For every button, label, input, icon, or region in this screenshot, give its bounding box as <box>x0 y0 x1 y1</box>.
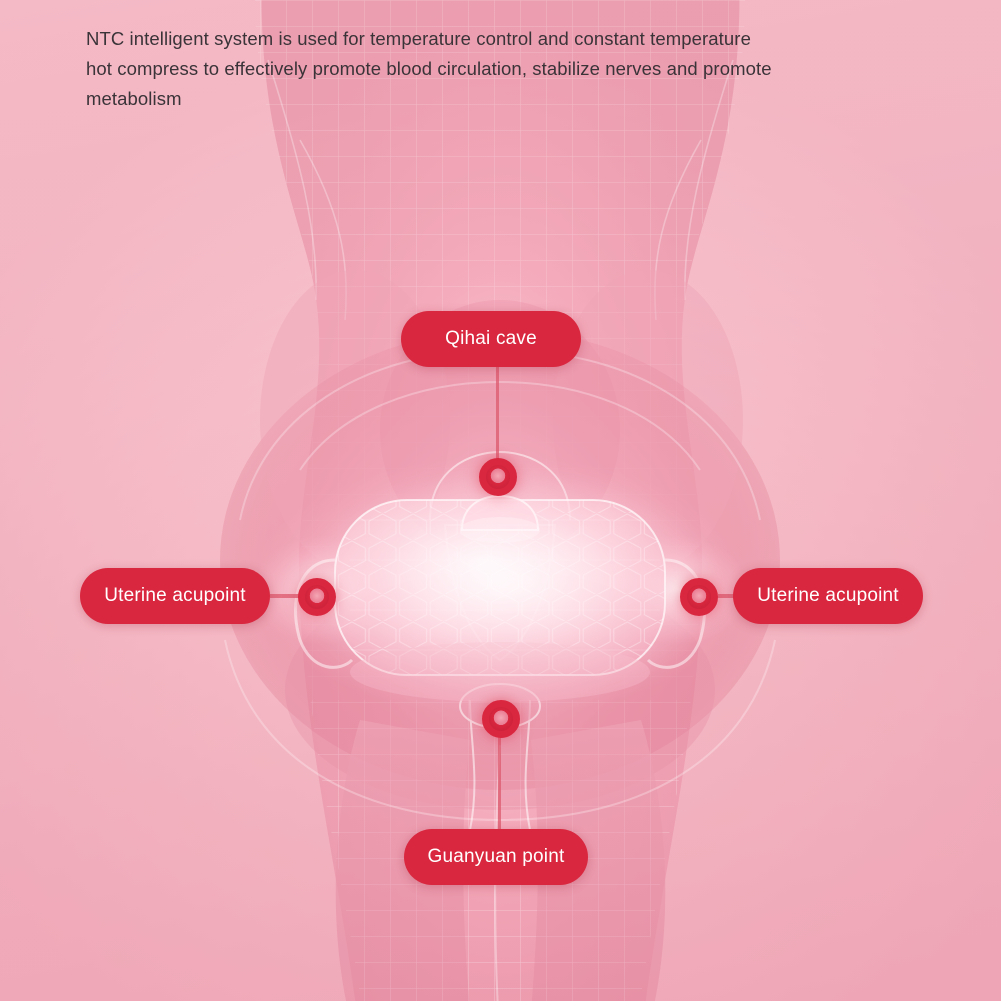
callout-label: Uterine acupoint <box>104 585 246 606</box>
callout-label: Guanyuan point <box>427 846 565 867</box>
page-title: NTC intelligent system is used for temperature control and constant temperature hot compress to effectively promote blood circulation, stabilize nerves and promote metabolism <box>86 28 772 109</box>
acupoint-dot-qihai <box>479 458 517 496</box>
callout-guanyuan-point <box>404 829 588 885</box>
callout-uterine-acupoint-left <box>80 568 270 624</box>
device-heat-highlight <box>300 470 720 700</box>
connector-qihai <box>496 367 499 459</box>
acupoint-dot-uterine-left <box>298 578 336 616</box>
callout-qihai-cave <box>401 311 581 367</box>
connector-uterine-right <box>718 594 734 598</box>
callout-label: Uterine acupoint <box>757 585 899 606</box>
callout-uterine-acupoint-right <box>733 568 923 624</box>
callout-label: Qihai cave <box>445 328 537 349</box>
connector-uterine-left <box>270 594 300 598</box>
connector-guanyuan <box>498 737 501 830</box>
acupoint-dot-guanyuan <box>482 700 520 738</box>
acupoint-dot-uterine-right <box>680 578 718 616</box>
